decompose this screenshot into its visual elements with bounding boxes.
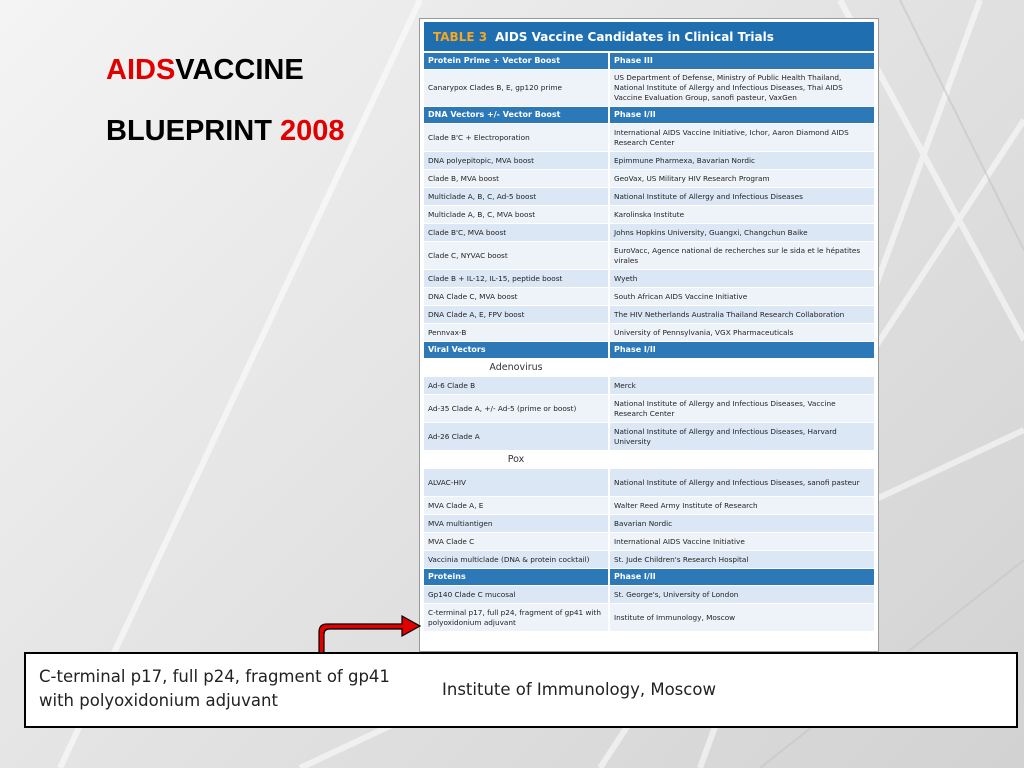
table-cell-candidate: Clade C, NYVAC boost xyxy=(424,242,610,269)
table-cell-sponsor: Epimmune Pharmexa, Bavarian Nordic xyxy=(610,152,874,169)
table-cell-candidate: Canarypox Clades B, E, gp120 prime xyxy=(424,70,610,106)
slide-title xyxy=(106,40,345,162)
table-cell-candidate: MVA multiantigen xyxy=(424,515,610,532)
table-row xyxy=(424,423,874,451)
table-cell-sponsor: Merck xyxy=(610,377,874,394)
table-cell-sponsor: University of Pennsylvania, VGX Pharmaceuticals xyxy=(610,324,874,341)
table-cell-sponsor: International AIDS Vaccine Initiative xyxy=(610,533,874,550)
table-row xyxy=(424,586,874,604)
table-cell-sponsor: National Institute of Allergy and Infectious Diseases, Harvard University xyxy=(610,423,874,450)
table-row xyxy=(424,124,874,152)
table-row xyxy=(424,469,874,497)
table-row xyxy=(424,70,874,107)
table-cell-candidate: Clade B + IL-12, IL-15, peptide boost xyxy=(424,270,610,287)
table-row xyxy=(424,604,874,632)
table-section-row xyxy=(424,569,874,586)
table-cell-sponsor: GeoVax, US Military HIV Research Program xyxy=(610,170,874,187)
table-cell-candidate: DNA Clade A, E, FPV boost xyxy=(424,306,610,323)
table-row xyxy=(424,242,874,270)
table-cell-candidate: Pox xyxy=(424,451,610,468)
table-row xyxy=(424,170,874,188)
table-cell-candidate: Clade B, MVA boost xyxy=(424,170,610,187)
zoom-callout xyxy=(24,652,1018,728)
table-cell-sponsor: St. George's, University of London xyxy=(610,586,874,603)
table-cell-sponsor: National Institute of Allergy and Infectious Diseases xyxy=(610,188,874,205)
table-section-row xyxy=(424,107,874,124)
table-cell-candidate: Ad-26 Clade A xyxy=(424,423,610,450)
table-cell-candidate: Adenovirus xyxy=(424,359,610,376)
title-vaccine: VACCINE xyxy=(175,54,304,86)
table-cell-sponsor: Phase I/II xyxy=(610,342,874,358)
table-cell-sponsor: Bavarian Nordic xyxy=(610,515,874,532)
table-row xyxy=(424,551,874,569)
vaccine-table xyxy=(419,18,879,652)
table-cell-candidate: Ad-6 Clade B xyxy=(424,377,610,394)
table-cell-sponsor: Karolinska Institute xyxy=(610,206,874,223)
table-label: TABLE 3 xyxy=(433,29,488,44)
title-aids: AIDS xyxy=(106,54,176,86)
zoom-candidate: C-terminal p17, full p24, fragment of gp41 with polyoxidonium adjuvant xyxy=(39,667,390,710)
table-row xyxy=(424,206,874,224)
table-cell-sponsor: Phase I/II xyxy=(610,107,874,123)
table-section-row xyxy=(424,53,874,70)
table-cell-candidate: Clade B'C, MVA boost xyxy=(424,224,610,241)
table-cell-candidate: Gp140 Clade C mucosal xyxy=(424,586,610,603)
table-cell-sponsor: Institute of Immunology, Moscow xyxy=(610,604,874,631)
table-cell-sponsor: The HIV Netherlands Australia Thailand Research Collaboration xyxy=(610,306,874,323)
table-cell-sponsor: St. Jude Children's Research Hospital xyxy=(610,551,874,568)
table-row xyxy=(424,152,874,170)
table-cell-sponsor xyxy=(610,451,874,468)
table-cell-sponsor xyxy=(610,359,874,376)
table-cell-candidate: ALVAC-HIV xyxy=(424,469,610,496)
zoom-institution: Institute of Immunology, Moscow xyxy=(442,680,716,699)
table-row xyxy=(424,515,874,533)
table-cell-sponsor: National Institute of Allergy and Infectious Diseases, Vaccine Research Center xyxy=(610,395,874,422)
table-row xyxy=(424,224,874,242)
table-cell-candidate: DNA polyepitopic, MVA boost xyxy=(424,152,610,169)
table-cell-candidate: Ad-35 Clade A, +/- Ad-5 (prime or boost) xyxy=(424,395,610,422)
table-cell-candidate: C-terminal p17, full p24, fragment of gp41 with polyoxidonium adjuvant xyxy=(424,604,610,631)
table-cell-sponsor: US Department of Defense, Ministry of Public Health Thailand, National Institute of Allergy and Infectious Diseases, Thai AIDS Vaccine Evaluation Group, sanofi pasteur, VaxGen xyxy=(610,70,874,106)
table-cell-candidate: Multiclade A, B, C, Ad-5 boost xyxy=(424,188,610,205)
table-cell-candidate: DNA Vectors +/- Vector Boost xyxy=(424,107,610,123)
table-subheading-row xyxy=(424,451,874,469)
table-cell-candidate: Viral Vectors xyxy=(424,342,610,358)
table-row xyxy=(424,324,874,342)
table-row xyxy=(424,497,874,515)
table-body xyxy=(424,53,874,632)
table-cell-candidate: Clade B'C + Electroporation xyxy=(424,124,610,151)
table-cell-candidate: Multiclade A, B, C, MVA boost xyxy=(424,206,610,223)
table-cell-sponsor: Wyeth xyxy=(610,270,874,287)
table-cell-candidate: MVA Clade A, E xyxy=(424,497,610,514)
title-year: 2008 xyxy=(280,115,345,147)
table-title: AIDS Vaccine Candidates in Clinical Trials xyxy=(495,29,774,44)
table-row xyxy=(424,270,874,288)
table-row xyxy=(424,533,874,551)
table-cell-candidate: Proteins xyxy=(424,569,610,585)
table-section-row xyxy=(424,342,874,359)
table-cell-sponsor: Phase III xyxy=(610,53,874,69)
table-cell-sponsor: Phase I/II xyxy=(610,569,874,585)
table-header xyxy=(424,22,874,51)
table-cell-candidate: MVA Clade C xyxy=(424,533,610,550)
pointer-arrow-icon xyxy=(312,612,424,656)
table-cell-sponsor: South African AIDS Vaccine Initiative xyxy=(610,288,874,305)
table-subheading-row xyxy=(424,359,874,377)
table-cell-sponsor: Johns Hopkins University, Guangxi, Changchun Baike xyxy=(610,224,874,241)
table-cell-candidate: Protein Prime + Vector Boost xyxy=(424,53,610,69)
table-row xyxy=(424,395,874,423)
table-cell-sponsor: Walter Reed Army Institute of Research xyxy=(610,497,874,514)
table-cell-sponsor: National Institute of Allergy and Infectious Diseases, sanofi pasteur xyxy=(610,469,874,496)
table-cell-candidate: DNA Clade C, MVA boost xyxy=(424,288,610,305)
table-row xyxy=(424,306,874,324)
table-cell-candidate: Vaccinia multiclade (DNA & protein cocktail) xyxy=(424,551,610,568)
table-cell-sponsor: EuroVacc, Agence national de recherches sur le sida et le hépatites virales xyxy=(610,242,874,269)
table-row xyxy=(424,288,874,306)
table-row xyxy=(424,188,874,206)
title-blueprint: BLUEPRINT xyxy=(106,115,272,147)
table-row xyxy=(424,377,874,395)
table-cell-candidate: Pennvax-B xyxy=(424,324,610,341)
table-cell-sponsor: International AIDS Vaccine Initiative, Ichor, Aaron Diamond AIDS Research Center xyxy=(610,124,874,151)
